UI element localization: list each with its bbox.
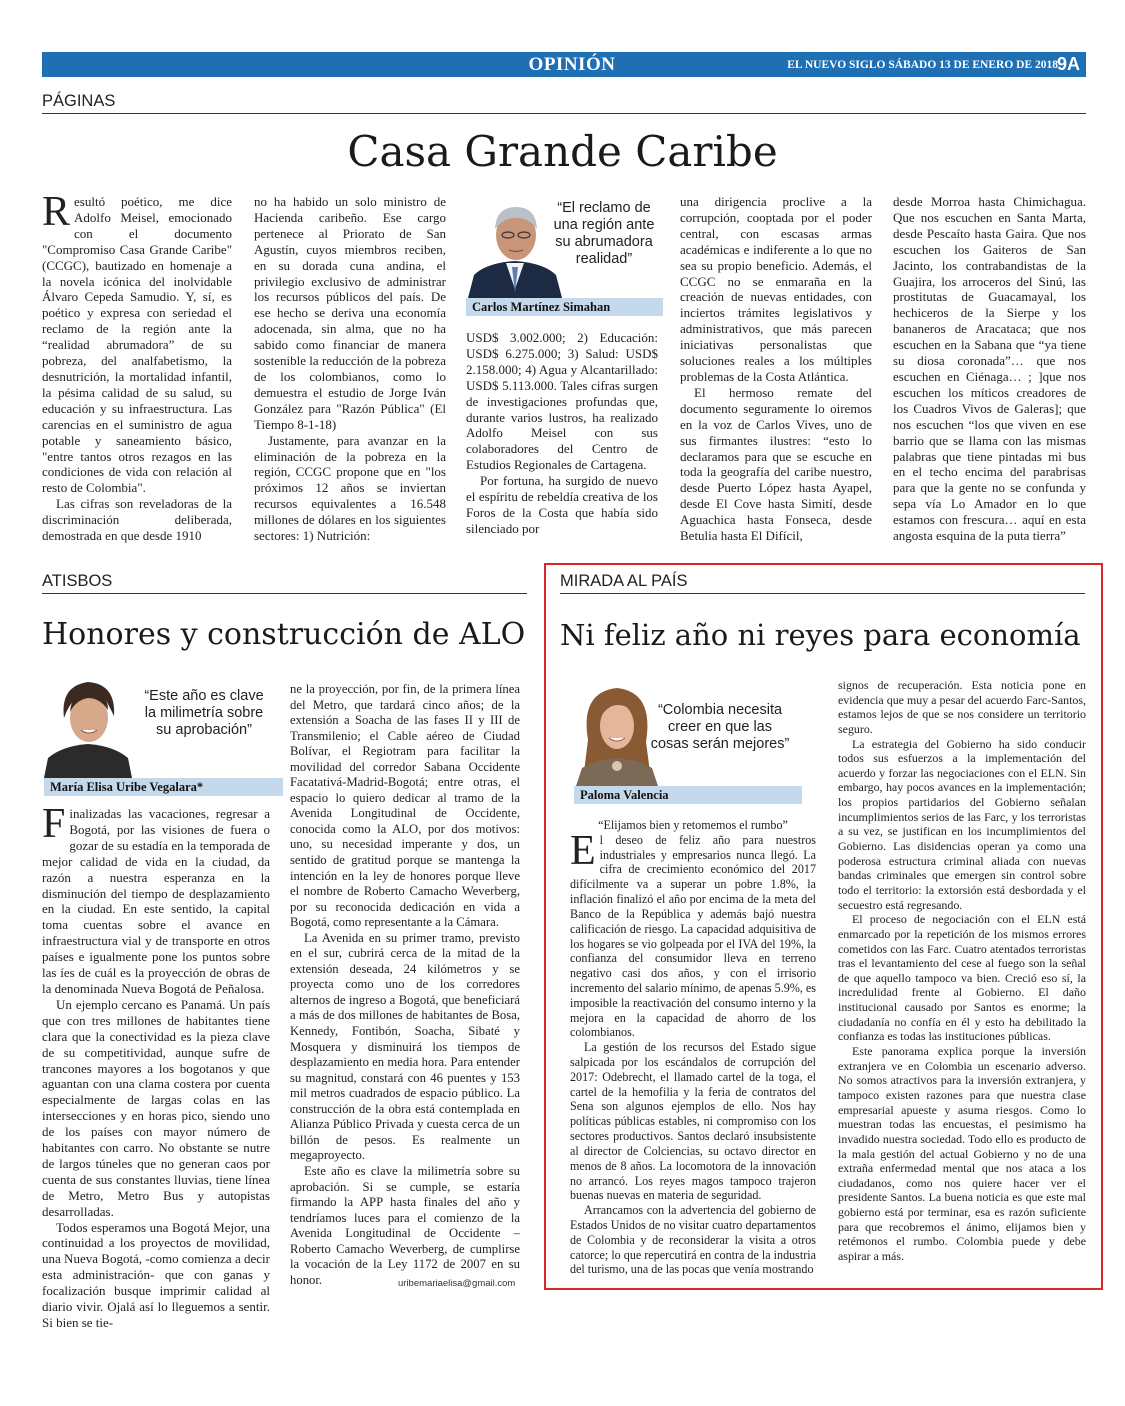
article1-column-4: una dirigencia proclive a la corrupción, cooptada por el poder central, con escasas armas académicas e indiferente a lo que no sea su propio beneficio. Además, el CCGC no se enmaraña en la creación de nuevas entidades, con inciertos trámites legislativos y administrativos, que más parecen iniciativas personalistas que soluciones reales a los múltiples problemas de la Costa Atlántica. El hermoso remate del documento seguramente lo oiremos en la voz de Carlos Vives, uno de sus firmantes ilustres: “esto lo declaramos para que se escuche en toda la geografía del caribe nuestro, desde Puerto López hasta Ayapel, desde El Cove hasta Simití, desde Aguachica hasta Fonseca, desde Betulia hasta El Difícil, [680,194,872,544]
kicker-atisbos: ATISBOS [42,572,527,594]
author-name-paloma: Paloma Valencia [574,786,802,804]
newspaper-name: EL NUEVO SIGLO [787,59,886,71]
article1-column-2: no ha habido un solo ministro de Hacienda caribeño. Ese cargo pertenece al Priorato de San Agustín, cuyos miembros reciben, en su dorada cuna andina, el privilegio exclusivo de administrar los recursos públicos del país. De ese hecho se deriva una economía adocenada, sin alma, que no ha sabido como financiar de manera sostenible la reducción de la pobreza de los colombianos, como lo demuestra el estudio de Jorge Iván González para "Razón Pública" (El Tiempo 8-1-18) Justamente, para avanzar en la eliminación de la pobreza en la región, CCGC propone que en "los próximos 12 años se inviertan recursos equivalentes a 16.548 millones de dólares en los siguientes sectores: 1) Nutrición: [254,194,446,544]
author-photo-paloma [574,682,660,786]
author-photo-maria-elisa [44,672,132,778]
article3-column-2: signos de recuperación. Esta noticia pone en evidencia que muy a pesar del acuerdo Farc-Santos, estamos lejos de que se nos considere un territorio seguro. La estrategia del Gobierno ha sido conducir todos sus esfuerzos a la implementación del acuerdo y forzar las negociaciones con el ELN. Sin embargo, hay pocos avances en la implementación; los propios partidarios del Gobierno señalan incumplimientos serios de las Farc, y los terroristas a su vez, se justifican en los incumplimientos del Gobierno. Las disidencias operan ya como una poderosa estructura criminal aliada con nuevas bandas criminales que emergen sin control sobre todo el territorio: la extorsión está desbordada y el secuestro está regresando. El proceso de negociación con el ELN está enmarcado por la repetición de los mismos errores cometidos con las Farc. Cuatro atentados terroristas tras el levantamiento del cese al fuego son la señal de que aquello tampoco va bien. Creció eso sí, la incredulidad frente al Gobierno. El daño institucional causado por Santos es enorme; la ciudadanía no confía en él y esto ha debilitado la confianza es todas las instituciones públicas. Este panorama explica porque la inversión extranjera ve en Colombia un escenario adverso. No somos atractivos para la inversión extranjera, y tampoco existen razones para que nuestra clase empresarial apueste y asuma riesgos. Como lo muestran todas las encuestas, el pesimismo ha invadido nuestra sociedad. Todo ello es producto de la mala gestión del actual Gobierno y no de una extraña enfermedad mental que nos ataca a los ciudadanos, como nos quiere hacer ver el presidente Santos. La buena noticia es que este mal gobierno está por terminar, esa es razón suficiente para que recobremos el ánimo, elijamos bien y retémonos el rumbo. Colombia puede y debe aspirar a más. [838,678,1086,1263]
issue-date: SÁBADO 13 DE ENERO DE 2018 [888,59,1058,71]
drop-cap: R [42,194,71,235]
page-number: 9A [1056,54,1080,74]
drop-cap: E [570,827,596,874]
author-name-maria-elisa: María Elisa Uribe Vegalara* [44,778,283,796]
article1-column-5: desde Morroa hasta Chimichagua. Que nos escuchen en Santa Marta, desde Pescaíto hasta Gaira. Que nos escuchen los Gaiteros de San Jacinto, los contrabandistas de la Guajira, los arroceros del Sinú, las prostitutas de Guacamayal, los hechiceros de la Sierpe y los bananeros de Aracataca; que nos escuchen en la Sabana que “ya tiene su diosa coronada”… que nos escuchen en Ciénaga… ; ]que nos escuchen los míticos creadores de los Cuadros Vivos de Galeras]; que nos escuchen “los que viven en ese barrio que se llama con las mismas palabras que tiene pintadas mi bus en el techo encima del parabrisas para que la gente no se confunda y sepa vía Lo Amador en lo que estamos con frescura… aquí en esta angosta esquina de la puta tierra” [893,194,1086,544]
kicker-mirada-al-pais: MIRADA AL PAÍS [560,572,1085,594]
kicker-paginas: PÁGINAS [42,92,1086,114]
article2-column-2: ne la proyección, por fin, de la primera línea del Metro, que tardará cinco años; de la extensión a Soacha de las fases II y III de Transmilenio; el Cable aéreo de Ciudad Bolívar, el Regiotram para facilitar la movilidad del corredor Sabana Occidente Facatativá-Madrid-Bogotá; entre otras, el espacio lo quiero dedicar al tramo de la Avenida Longitudinal de Occidente, conocida como la ALO, por dos motivos: uno, su necesidad imperante y dos, un sentido de gratitud porque se mantenga la intención en la ley de honores porque lleve el nombre de Roberto Camacho Weverberg, por su reconocida dedicación en vida a Bogotá, como representante a la Cámara. La Avenida en su primer tramo, previsto en el sur, cubrirá cerca de la mitad de la extensión deseada, 24 kilómetros y se proyecta como uno de los corredores alternos de ingreso a Bogotá, que beneficiará a más de dos millones de habitantes de Bosa, Kennedy, Fontibón, Soacha, Sibaté y Mosquera y disminuirá los tiempos de desplazamiento en media hora. Para entender su magnitud, constará con 46 puentes y 153 mil metros cuadrados de espacio público. La construcción de la obra está contemplada en Alianza Público Privada y cuesta cerca de un billón de pesos. Es realmente un megaproyecto. Este año es clave la milimetría sobre su aprobación. Si se cumple, se estaría firmando la APP hasta finales del año y tendríamos luces para el comienzo de la Avenida Longitudinal de Occidente – Roberto Camacho Weverberg, de cumplirse la vocación de la Ley 1172 de 2007 en su honor. [290,682,520,1287]
pull-quote-maria-elisa: “Este año es clave la milimetría sobre su aprobación” [144,688,264,738]
headline-casa-grande-caribe: Casa Grande Caribe [347,127,778,176]
pull-quote-paloma: “Colombia necesita creer en que las cosas serán mejores” [650,702,790,752]
article1-column-1: Resultó poético, me dice Adolfo Meisel, emocionado con el documento "Compromiso Casa Grande Caribe" (CCGC), bautizado en homenaje a la novela icónica del inolvidable Álvaro Cepeda Samudio. Y, sí, es poético y expresa con seriedad el reclamo de la región ante la “realidad abrumadora” de su pobreza, del analfabetismo, la desnutrición, la mortalidad infantil, la pésima calidad de su salud, su educación y su infraestructura. Las carencias en el suministro de agua potable y saneamiento básico, "entre tantos otros rezagos en las condiciones de vida con relación al resto de Colombia". Las cifras son reveladoras de la discriminación deliberada, demostrada en que desde 1910 [42,194,232,544]
section-title: OPINIÓN [528,54,616,75]
headline-honores-alo: Honores y construcción de ALO [42,617,526,652]
pull-quote-carlos: “El reclamo de una región ante su abrumadora realidad” [553,200,655,267]
article3-column-1: “Elijamos bien y retomemos el rumbo” El deseo de feliz año para nuestros industriales y empresarios nunca llegó. La cifra de crecimiento económico del 2017 difícilmente va a superar un pobre 1.8%, la inflación finalizó el año por encima de la meta del Banco de la República y además bajó nuestra calificación de riesgo. La capacidad adquisitiva de los hogares se vio golpeada por el IVA del 19%, la confianza del consumidor lleva en terreno negativo casi dos años, y con el irrisorio incremento del salario mínimo, de apenas 5.9%, es imposible la reactivación del consumo interno y la mejora en la capacidad de ahorro de los colombianos. La gestión de los recursos del Estado sigue salpicada por los escándalos de corrupción del 2017: Odebrecht, el llamado cartel de la toga, el cartel de la hemofilia y la feria de contratos del Sena son algunos ejemplos de ello. Nos hay políticas públicas estables, ni compromiso con los sectores productivos. Santos declaró insubsistente al director de Colciencias, su octavo director en menos de 8 años. La locomotora de la innovación no arrancó. Los reyes magos tampoco trajeron buenas nuevas en materia de seguridad. Arrancamos con la advertencia del gobierno de Estados Unidos de no visitar cuatro departamentos de Colombia y de reconsiderar la visita a otros catorce; lo que repercutirá en contra de la industria del turismo, una de las pocas que venía mostrando [570,818,816,1277]
headline-ni-feliz-ano: Ni feliz año ni reyes para economía [560,618,1081,652]
article2-column-1: Finalizadas las vacaciones, regresar a Bogotá, por las visiones de fuera o gozar de su estadía en la temporada de mejor calidad de vida en la ciudad, da razón a nuestra esperanza en la disminución del tiempo de desplazamiento en la ciudad. En este sentido, la capital toma cuentas sobre el avance en infraestructura vial y de transporte en otros países e igualmente pone los puntos sobre las íes de cuál es la proyección de obras de la denominada Nueva Bogotá de Peñalosa. Un ejemplo cercano es Panamá. Un país que con tres millones de habitantes tiene clara que la conectividad es la pieza clave de su competitividad, aunque sufre de trancones mayores a los bogotanos y que aguantan con una clama costera por cuenta especialmente de largas colas en las intersecciones y en horas pico, siendo uno de los países con mayor número de habitantes con carro. No obstante se nutre de largos túneles que no generan caos por cuenta de sus constantes lluvias, tiene línea de Metro, Metro Bus y autopistas desarrolladas. Todos esperamos una Bogotá Mejor, una continuidad a los proyectos de movilidad, una Nueva Bogotá, -como comienza a decir esta administración- que con ganas y focalización busque imprimir calidad al diario vivir. Ojalá así lo lleguemos a sentir. Si bien se tie- [42,806,270,1330]
drop-cap: F [42,806,66,847]
author-email[interactable]: uribemariaelisa@gmail.com [398,1278,516,1289]
masthead-date [787,52,1058,78]
article1-column-3: USD$ 3.002.000; 2) Educación: USD$ 6.275.000; 3) Salud: USD$ 2.158.000; 4) Agua y Alcantarillado: USD$ 5.113.000. Tales cifras surgen de investigaciones profundas que, durante varios lustros, ha realizado Adolfo Meisel con sus colaboradores del Centro de Estudios Regionales de Cartagena. Por fortuna, ha surgido de nuevo el espíritu de rebeldía creativa de los Foros de la Costa que había sido silenciado por [466,330,658,536]
section-header-bar [42,52,1086,77]
epigraph: “Elijamos bien y retomemos el rumbo” [598,818,788,832]
author-name-carlos: Carlos Martínez Simahan [466,298,663,316]
